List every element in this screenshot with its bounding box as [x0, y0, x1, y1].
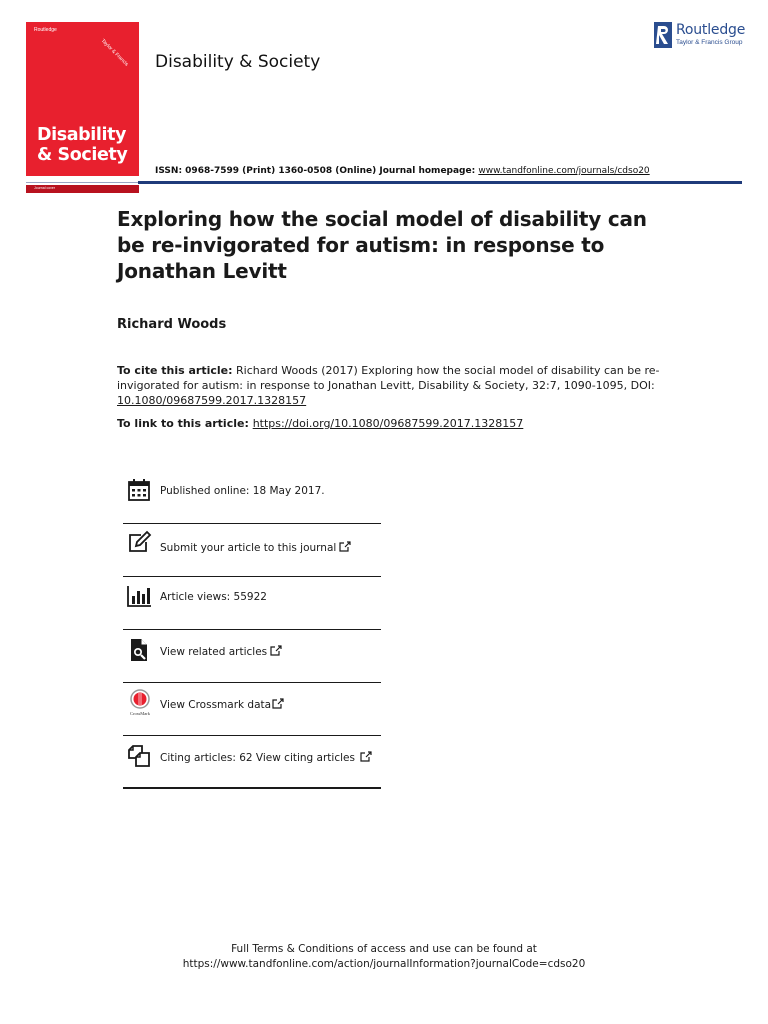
published-date: Published online: 18 May 2017. [160, 485, 325, 497]
publisher-name: Routledge [676, 22, 746, 38]
citing-row[interactable] [123, 736, 381, 789]
related-articles-link[interactable] [160, 645, 282, 658]
citing-articles-label: Citing articles: 62 View citing articles [160, 752, 355, 764]
bar-chart-icon [127, 584, 151, 608]
article-author: Richard Woods [117, 317, 227, 332]
related-articles-label: View related articles [160, 646, 268, 658]
crossmark-link[interactable] [160, 698, 284, 711]
cover-diagonal-text: Taylor & Francis [99, 38, 130, 68]
submit-article-label: Submit your article to this journal [160, 542, 337, 554]
external-link-icon [360, 751, 372, 762]
divider [123, 787, 381, 789]
cover-publisher-logo: Routledge [34, 27, 57, 33]
journal-homepage-link[interactable]: www.tandfonline.com/journals/cdso20 [478, 166, 650, 176]
cover-title-line2: & Society [37, 145, 128, 165]
issn-text: ISSN: 0968-7599 (Print) 1360-0508 (Online) Journal homepage: [155, 166, 479, 176]
published-row [123, 471, 381, 524]
header-rule-grey [26, 182, 138, 183]
external-link-icon [272, 698, 284, 709]
routledge-logo-icon [654, 22, 672, 48]
calendar-icon [127, 478, 151, 502]
edit-icon [127, 531, 151, 555]
footer-terms-link[interactable]: https://www.tandfonline.com/action/journalInformation?journalCode=cdso20 [182, 958, 586, 970]
article-views: Article views: 55922 [160, 591, 267, 603]
link-block [117, 417, 523, 430]
journal-cover [26, 22, 139, 190]
crossmark-badge-icon [130, 689, 150, 709]
external-link-icon [270, 645, 282, 656]
crossmark-row[interactable] [123, 683, 381, 736]
document-search-icon [127, 638, 151, 662]
footer-terms-text: Full Terms & Conditions of access and use can be found at [231, 943, 537, 955]
issn-line [155, 166, 650, 176]
cite-doi-link[interactable]: 10.1080/09687599.2017.1328157 [117, 394, 307, 407]
citation-block [117, 363, 677, 408]
cover-title-line1: Disability [37, 125, 127, 145]
related-row[interactable] [123, 630, 381, 683]
header-rule [138, 181, 742, 184]
publisher-subtitle: Taylor & Francis Group [676, 39, 743, 46]
submit-article-link[interactable] [160, 541, 351, 554]
crossmark-icon [127, 689, 153, 725]
cover-title [37, 125, 127, 165]
citing-documents-icon [127, 744, 151, 768]
article-doi-link[interactable]: https://doi.org/10.1080/09687599.2017.1328157 [252, 417, 524, 430]
cite-label: To cite this article: [117, 364, 233, 377]
views-row [123, 577, 381, 630]
footer [0, 942, 768, 972]
external-link-icon [339, 541, 351, 552]
cover-strip-text: Journal cover [34, 186, 56, 190]
crossmark-label: CrossMark [130, 711, 150, 716]
link-label: To link to this article: [117, 417, 253, 430]
article-title: Exploring how the social model of disability can be re-invigorated for autism: in response to Jonathan Levitt [117, 207, 647, 283]
crossmark-label-text: View Crossmark data [160, 699, 272, 711]
submit-row[interactable] [123, 524, 381, 577]
citing-articles-link[interactable] [160, 751, 372, 764]
journal-name: Disability & Society [155, 52, 321, 72]
cite-text: Richard Woods (2017) Exploring how the social model of disability can be re-invigorated for autism: in response to Jonathan Levitt, Disability & Society, 32:7, 1090-1095, DOI: [117, 364, 660, 392]
